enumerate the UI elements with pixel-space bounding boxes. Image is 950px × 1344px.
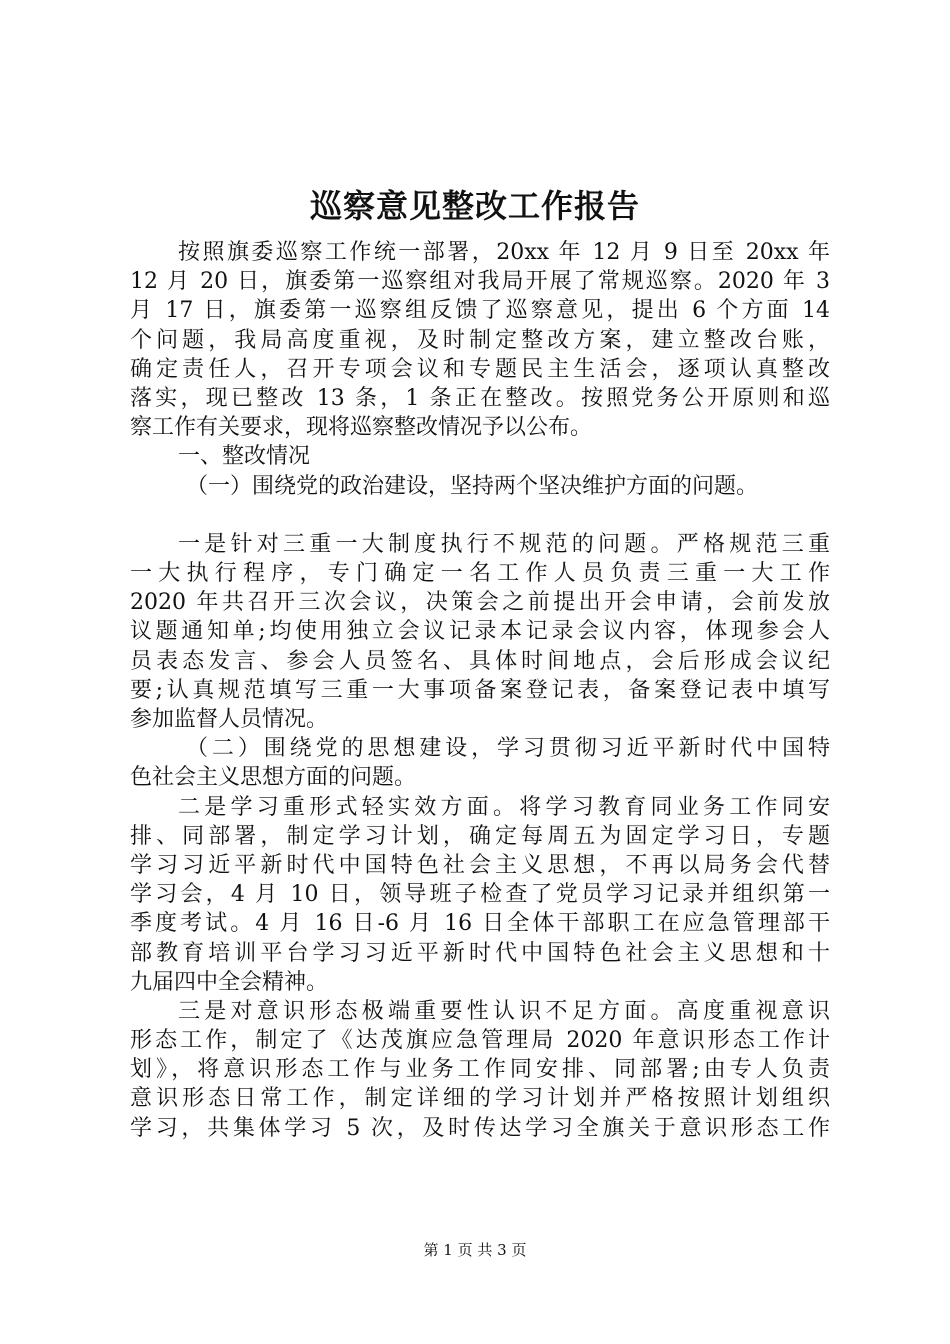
paragraph-line: 员表态发言、参会人员签名、具体时间地点，会后形成会议纪 [130,648,830,674]
paragraph-line: 察工作有关要求，现将巡察整改情况予以公布。 [130,415,593,441]
page-number-footer: 第 1 页 共 3 页 [423,1241,527,1259]
subsection-heading: （二）围绕党的思想建设，学习贯彻习近平新时代中国特 [186,736,830,762]
paragraph-line: 三是对意识形态极端重要性认识不足方面。高度重视意识 [178,998,830,1024]
paragraph-line: 学习习近平新时代中国特色社会主义思想，不再以局务会代替 [130,852,830,878]
paragraph-line: 意识形态日常工作，制定详细的学习计划并严格按照计划组织 [130,1086,830,1112]
paragraph-line: 个问题，我局高度重视，及时制定整改方案，建立整改台账， [130,327,830,353]
paragraph-line: 议题通知单;均使用独立会议记录本记录会议内容，体现参会人 [130,619,830,645]
document-body [130,238,830,1143]
paragraph-line: 部教育培训平台学习习近平新时代中国特色社会主义思想和十 [130,940,830,966]
paragraph-line: 排、同部署，制定学习计划，确定每周五为固定学习日，专题 [130,823,830,849]
paragraph-line: 落实，现已整改 13 条，1 条正在整改。按照党务公开原则和巡 [130,385,830,411]
blank-line [130,501,830,530]
paragraph-line: 季度考试。4 月 16 日-6 月 16 日全体干部职工在应急管理部干 [130,911,830,937]
paragraph-line: 参加监督人员情况。 [130,707,329,732]
paragraph-line: 形态工作，制定了《达茂旗应急管理局 2020 年意识形态工作计 [130,1028,830,1054]
paragraph-line: 划》，将意识形态工作与业务工作同安排、同部署;由专人负责 [130,1057,830,1083]
paragraph-line: 一大执行程序，专门确定一名工作人员负责三重一大工作 [130,561,830,587]
paragraph-line: 按照旗委巡察工作统一部署，20xx 年 12 月 9 日至 20xx 年 [178,240,830,265]
document-title: 巡察意见整改工作报告 [309,187,640,225]
paragraph-line: 月 17 日，旗委第一巡察组反馈了巡察意见，提出 6 个方面 14 [130,298,830,324]
paragraph-line: 九届四中全会精神。 [130,969,329,995]
paragraph-line: 2020 年共召开三次会议，决策会之前提出开会申请，会前发放 [130,590,830,616]
paragraph-line: 一是针对三重一大制度执行不规范的问题。严格规范三重 [178,531,830,557]
paragraph-line: 色社会主义思想方面的问题。 [130,765,417,791]
paragraph-line: 学习会，4 月 10 日，领导班子检查了党员学习记录并组织第一 [130,882,830,908]
section-heading: 一、整改情况 [178,444,311,470]
subsection-heading: （一）围绕党的政治建设，坚持两个坚决维护方面的问题。 [186,473,759,499]
paragraph-line: 要;认真规范填写三重一大事项备案登记表，备案登记表中填写 [130,677,830,703]
paragraph-line: 确定责任人，召开专项会议和专题民主生活会，逐项认真整改 [130,356,830,382]
paragraph-line: 学习，共集体学习 5 次，及时传达学习全旗关于意识形态工作 [130,1115,830,1141]
paragraph-line: 二是学习重形式轻实效方面。将学习教育同业务工作同安 [178,794,830,820]
paragraph-line: 12 月 20 日，旗委第一巡察组对我局开展了常规巡察。2020 年 3 [130,269,830,295]
